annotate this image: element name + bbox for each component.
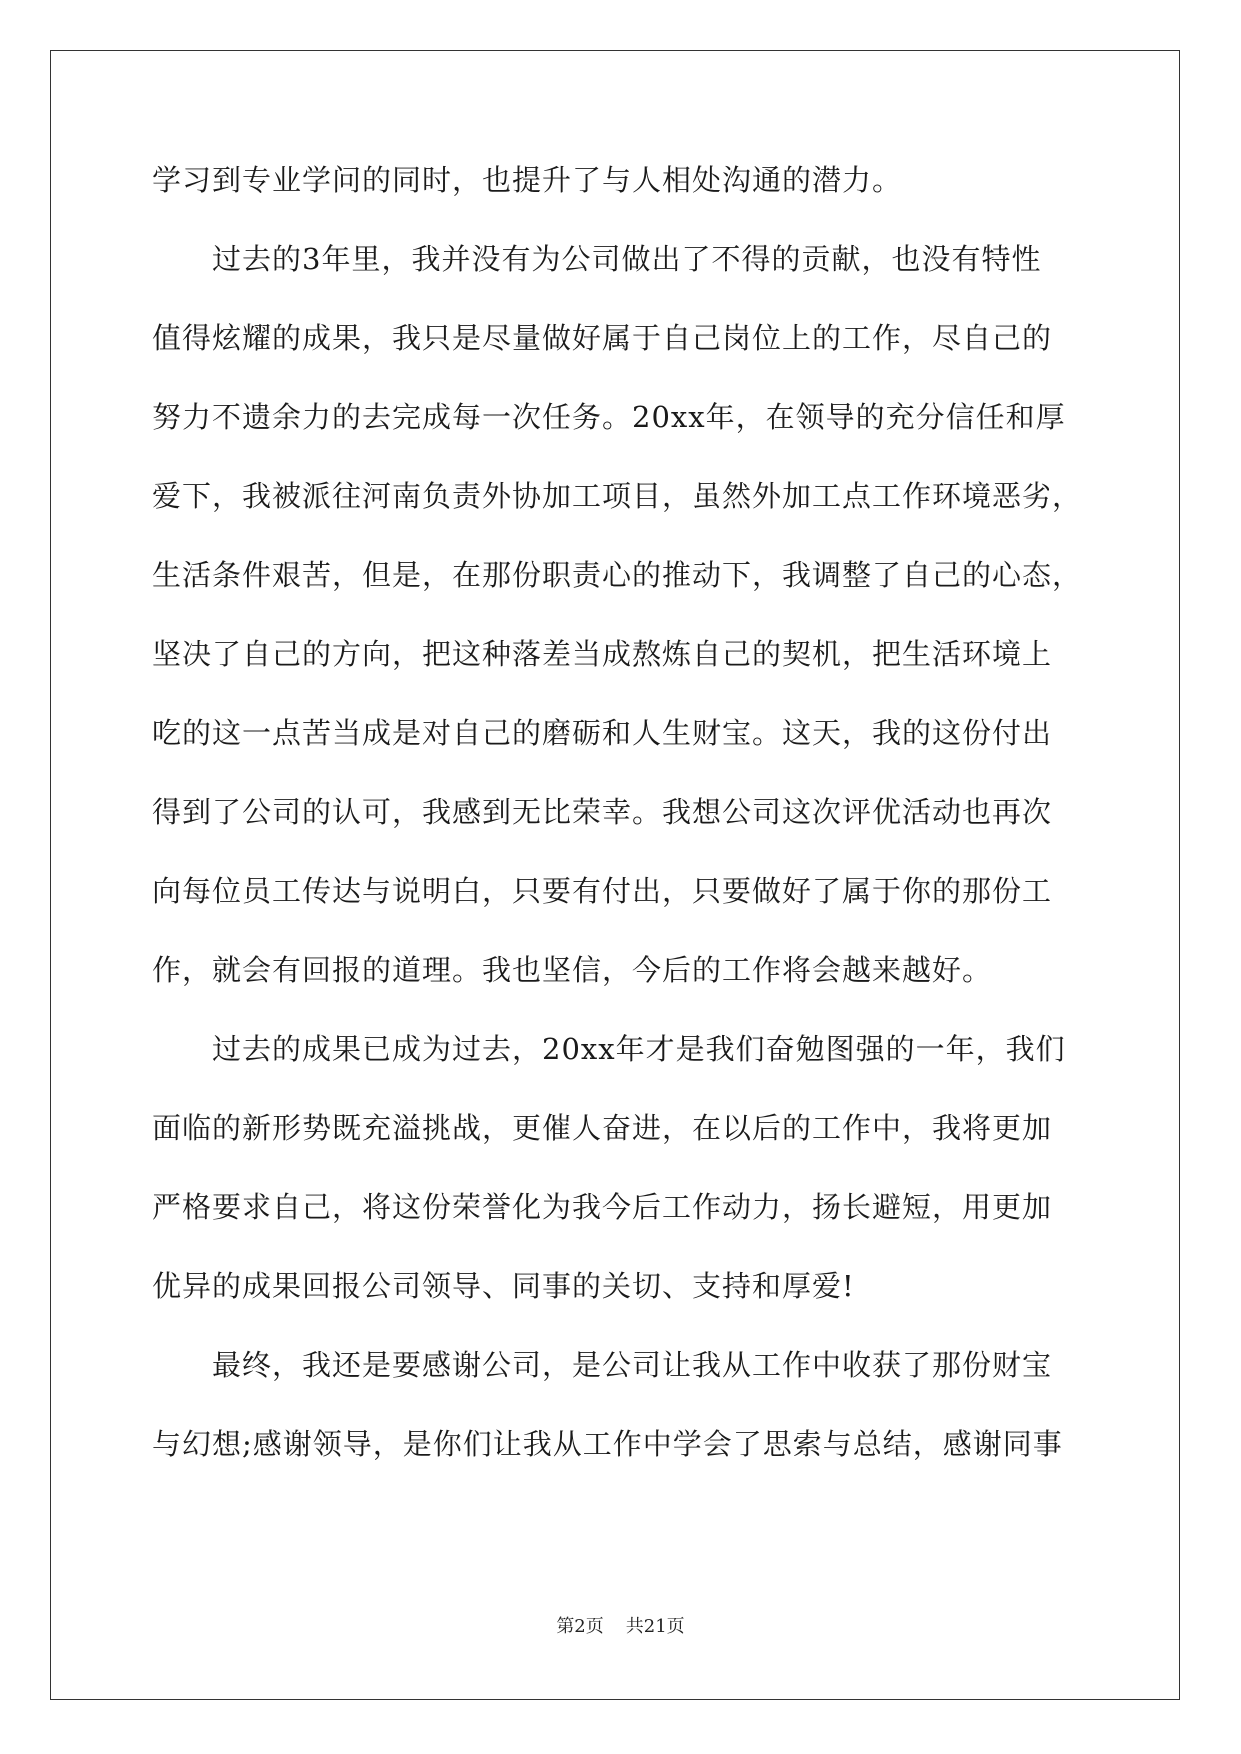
text-line: 过去的3年里，我并没有为公司做出了不得的贡献，也没有特性	[212, 242, 1042, 276]
text-line: 最终，我还是要感谢公司，是公司让我从工作中收获了那份财宝	[212, 1348, 1053, 1382]
text-line: 作，就会有回报的道理。我也坚信，今后的工作将会越来越好。	[152, 953, 993, 987]
text-line: 严格要求自己，将这份荣誉化为我今后工作动力，扬长避短，用更加	[152, 1190, 1053, 1224]
page-footer	[0, 1612, 1241, 1638]
text-line: 坚决了自己的方向，把这种落差当成熬炼自己的契机，把生活环境上	[152, 637, 1053, 671]
text-line: 面临的新形势既充溢挑战，更催人奋进，在以后的工作中，我将更加	[152, 1111, 1053, 1145]
text-line: 与幻想;感谢领导，是你们让我从工作中学会了思索与总结，感谢同事	[152, 1427, 1063, 1461]
page-number: 第2页	[556, 1616, 604, 1637]
text-line: 得到了公司的认可，我感到无比荣幸。我想公司这次评优活动也再次	[152, 795, 1053, 829]
text-line: 学习到专业学问的同时，也提升了与人相处沟通的潜力。	[152, 163, 903, 197]
text-line: 值得炫耀的成果，我只是尽量做好属于自己岗位上的工作，尽自己的	[152, 321, 1053, 355]
text-line: 生活条件艰苦，但是，在那份职责心的推动下，我调整了自己的心态，	[152, 558, 1083, 592]
text-line: 吃的这一点苦当成是对自己的磨砺和人生财宝。这天，我的这份付出	[152, 716, 1053, 750]
text-line: 优异的成果回报公司领导、同事的关切、支持和厚爱!	[152, 1269, 855, 1303]
text-line: 向每位员工传达与说明白，只要有付出，只要做好了属于你的那份工	[152, 874, 1053, 908]
text-line: 爱下，我被派往河南负责外协加工项目，虽然外加工点工作环境恶劣，	[152, 479, 1083, 513]
document-body	[152, 160, 1087, 1503]
text-line: 过去的成果已成为过去，20xx年才是我们奋勉图强的一年，我们	[212, 1032, 1066, 1066]
text-line: 努力不遗余力的去完成每一次任务。20xx年，在领导的充分信任和厚	[152, 400, 1066, 434]
page-total: 共21页	[625, 1616, 685, 1637]
